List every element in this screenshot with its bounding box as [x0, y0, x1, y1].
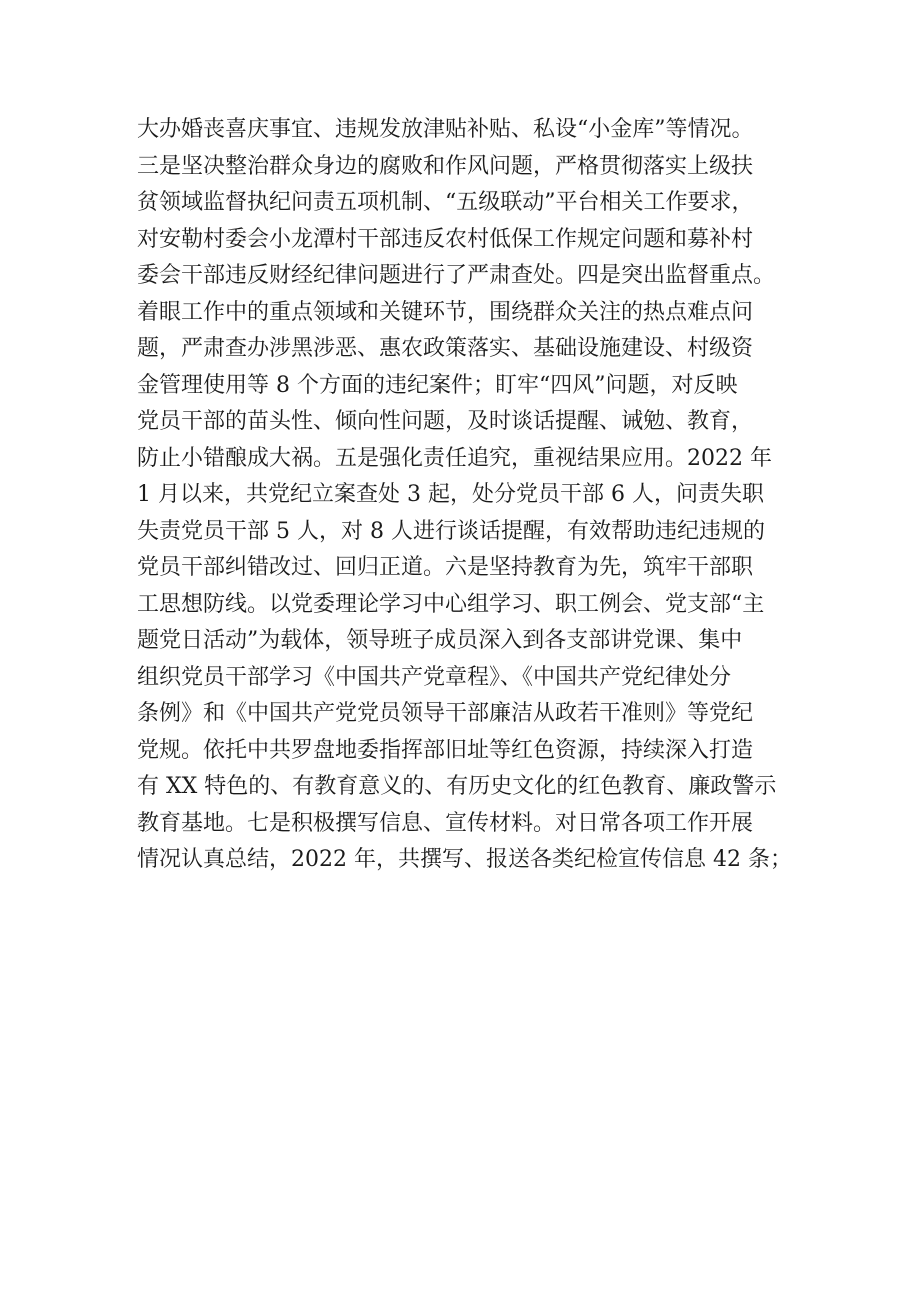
- text-line: 教育基地。七是积极撰写信息、宣传材料。对日常各项工作开展: [137, 810, 754, 836]
- text-line: 防止小错酿成大祸。五是强化责任追究，重视结果应用。2022 年: [137, 445, 772, 471]
- text-line: 条例》和《中国共产党党员领导干部廉洁从政若干准则》等党纪: [137, 701, 754, 726]
- text-line: 题，严肃查办涉黑涉恶、惠农政策落实、基础设施建设、村级资: [137, 336, 754, 361]
- text-line: 题党日活动”为载体，领导班子成员深入到各支部讲党课、集中: [137, 628, 743, 653]
- text-line: 对安勒村委会小龙潭村干部违反农村低保工作规定问题和募补村: [137, 226, 754, 252]
- text-line: 失责党员干部 5 人，对 8 人进行谈话提醒，有效帮助违纪违规的: [137, 518, 765, 544]
- text-line: 三是坚决整治群众身边的腐败和作风问题，严格贯彻落实上级扶: [137, 153, 754, 179]
- text-line: 着眼工作中的重点领域和关键环节，围绕群众关注的热点难点问: [137, 299, 754, 325]
- text-line: 金管理使用等 8 个方面的违纪案件；盯牢“四风”问题，对反映: [137, 372, 738, 398]
- text-line: 党员干部纠错改过、回归正道。六是坚持教育为先，筑牢干部职: [137, 555, 754, 580]
- text-line: 工思想防线。以党委理论学习中心组学习、职工例会、党支部“主: [137, 591, 765, 617]
- text-line: 1 月以来，共党纪立案查处 3 起，处分党员干部 6 人，问责失职: [137, 482, 764, 507]
- text-line: 党员干部的苗头性、倾向性问题，及时谈话提醒、诫勉、教育，: [137, 409, 754, 434]
- text-line: 组织党员干部学习《中国共产党章程》、《中国共产党纪律处分: [137, 664, 732, 690]
- text-line: 有 XX 特色的、有教育意义的、有历史文化的红色教育、廉政警示: [137, 774, 777, 799]
- text-line: 党规。依托中共罗盘地委指挥部旧址等红色资源，持续深入打造: [137, 737, 754, 763]
- text-line: 情况认真总结，2022 年，共撰写、报送各类纪检宣传信息 42 条；: [137, 847, 792, 872]
- body-paragraph: [137, 112, 817, 879]
- text-line: 委会干部违反财经纪律问题进行了严肃查处。四是突出监督重点。: [137, 263, 776, 288]
- text-line: 大办婚丧喜庆事宜、违规发放津贴补贴、私设“小金库”等情况。: [137, 117, 754, 142]
- text-line: 贫领域监督执纪问责五项机制、“五级联动”平台相关工作要求，: [137, 190, 754, 215]
